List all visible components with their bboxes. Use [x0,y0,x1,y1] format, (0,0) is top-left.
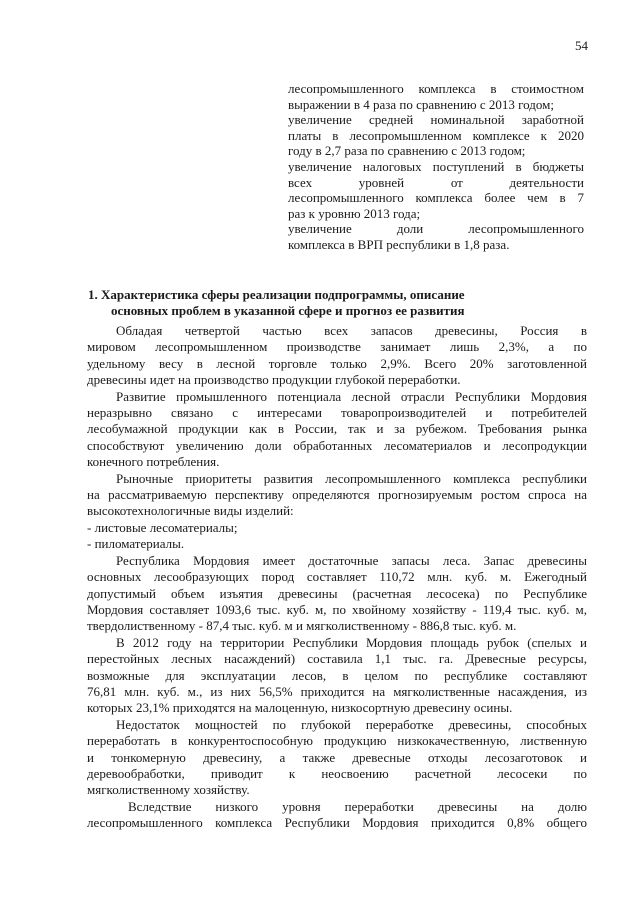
section-heading-line1: 1. Характеристика сферы реализации подпрограммы, описание [88,287,465,302]
page-number: 54 [575,38,588,53]
paragraph-line: возможные для эксплуатации лесов, в целом по республике составляют [87,667,587,683]
paragraph-line: и тонкомерную древесину, а также древесные отходы лесозаготовок и [87,749,587,765]
paragraph-line: Мордовия составляет 1093,6 тыс. куб. м, по хвойному хозяйству - 119,4 тыс. куб. м, [87,601,587,617]
paragraph-line: неразрывно связано с интересами товаропроизводителей и потребителей [87,405,587,421]
paragraph-line: способствуют увеличению доли обработанных лесоматериалов и лесопродукции [87,437,587,453]
paragraph [87,635,587,717]
paragraph [87,799,587,832]
goals-line: комплекса в ВРП республики в 1,8 раза. [288,236,510,252]
paragraph-line: основных лесообразующих пород составляет 110,72 млн. куб. м. Ежегодный [87,569,587,585]
goals-line [288,221,584,237]
paragraph-line: 76,81 млн. куб. м., из них 56,5% приходится на мягколиственные насаждения, из [87,683,587,699]
goals-line: увеличение средней номинальной заработной [288,112,584,128]
paragraph [87,389,587,471]
paragraph [87,717,587,799]
paragraph-line: высокотехнологичные виды изделий: [87,503,294,519]
paragraph-line: Республика Мордовия имеет достаточные запасы леса. Запас древесины [116,552,587,568]
paragraph [87,471,587,520]
paragraph [87,323,587,389]
paragraph-line: лесобумажной продукции как в России, так и за рубежом. Требования рынка [87,421,587,437]
paragraph-line: конечного потребления. [87,454,220,470]
list-item [87,520,587,536]
paragraph-line: Недостаток мощностей по глубокой переработке древесины, способных [116,716,587,732]
goals-line: раз к уровню 2013 года; [288,205,421,221]
paragraph-line: перестойных лесных насаждений) составила 1,1 тыс. га. Древесные ресурсы, [87,651,587,667]
goals-word: доли [396,221,424,237]
paragraph-line: на рассматриваемую перспективу определяются прогнозируемым ростом спроса на [87,487,587,503]
paragraph-line: деревообработки, приводит к неосвоению расчетной лесосеки по [87,765,587,781]
goals-line [288,175,584,191]
list-item [87,536,587,552]
paragraph-line: мягколиственному хозяйству. [87,782,250,798]
goals-line: платы в лесопромышленном комплексе к 2020 [288,127,584,143]
paragraph-line: допустимый объем изъятия древесины (расчетная лесосека) по Республике [87,585,587,601]
goals-line: лесопромышленного комплекса в стоимостном [288,81,584,96]
paragraph-line: древесины идет на производство продукции глубокой переработки. [87,372,461,388]
goals-list [288,81,584,253]
goals-line: увеличение налоговых поступлений в бюджеты [288,158,584,174]
paragraph-line: удельному весу в лесной торговле только 2,9%. Всего 20% заготовленной [87,355,587,371]
goals-word: лесопромышленного [468,221,584,237]
paragraph-line: Рыночные приоритеты развития лесопромышленного комплекса республики [116,470,587,486]
goals-line: году в 2,7 раза по сравнению с 2013 годом; [288,143,526,159]
paragraph-line: лесопромышленного комплекса Республики Мордовия приходится 0,8% общего [87,815,587,831]
section-heading-line2: основных проблем в указанной сфере и прогноз ее развития [111,302,465,318]
paragraph-line: Вследствие низкого уровня переработки древесины на долю [128,798,587,814]
section-heading [88,287,588,318]
paragraph-line: Обладая четвертой частью всех запасов древесины, Россия в [116,323,587,338]
paragraph-line: В 2012 году на территории Республики Мордовия площадь рубок (спелых и [116,634,587,650]
goals-line: выражении в 4 раза по сравнению с 2013 годом; [288,96,555,112]
paragraph-line: которых 23,1% приходятся на малоценную, низкосортную древесину осины. [87,700,513,716]
paragraph-line: - листовые лесоматериалы; [87,519,238,535]
paragraph [87,553,587,635]
goals-line: лесопромышленного комплекса более чем в 7 [288,190,584,206]
goals-word: деятельности [509,174,584,190]
goals-word: уровней [358,174,405,190]
paragraph-line: твердолиственному - 87,4 тыс. куб. м и мягколиственному - 886,8 тыс. куб. м. [87,618,517,634]
goals-word: увеличение [288,221,352,237]
paragraph-line: - пиломатериалы. [87,536,185,552]
paragraph-line: Развитие промышленного потенциала лесной отрасли Республики Мордовия [116,388,587,404]
goals-word: от [450,174,463,190]
goals-word: всех [288,174,313,190]
paragraph-line: мировом лесопромышленном производстве занимает лишь 2,3%, а по [87,339,587,355]
paragraph-line: переработать в конкурентоспособную продукцию низкокачественную, лиственную [87,733,587,749]
section-body [87,323,587,832]
